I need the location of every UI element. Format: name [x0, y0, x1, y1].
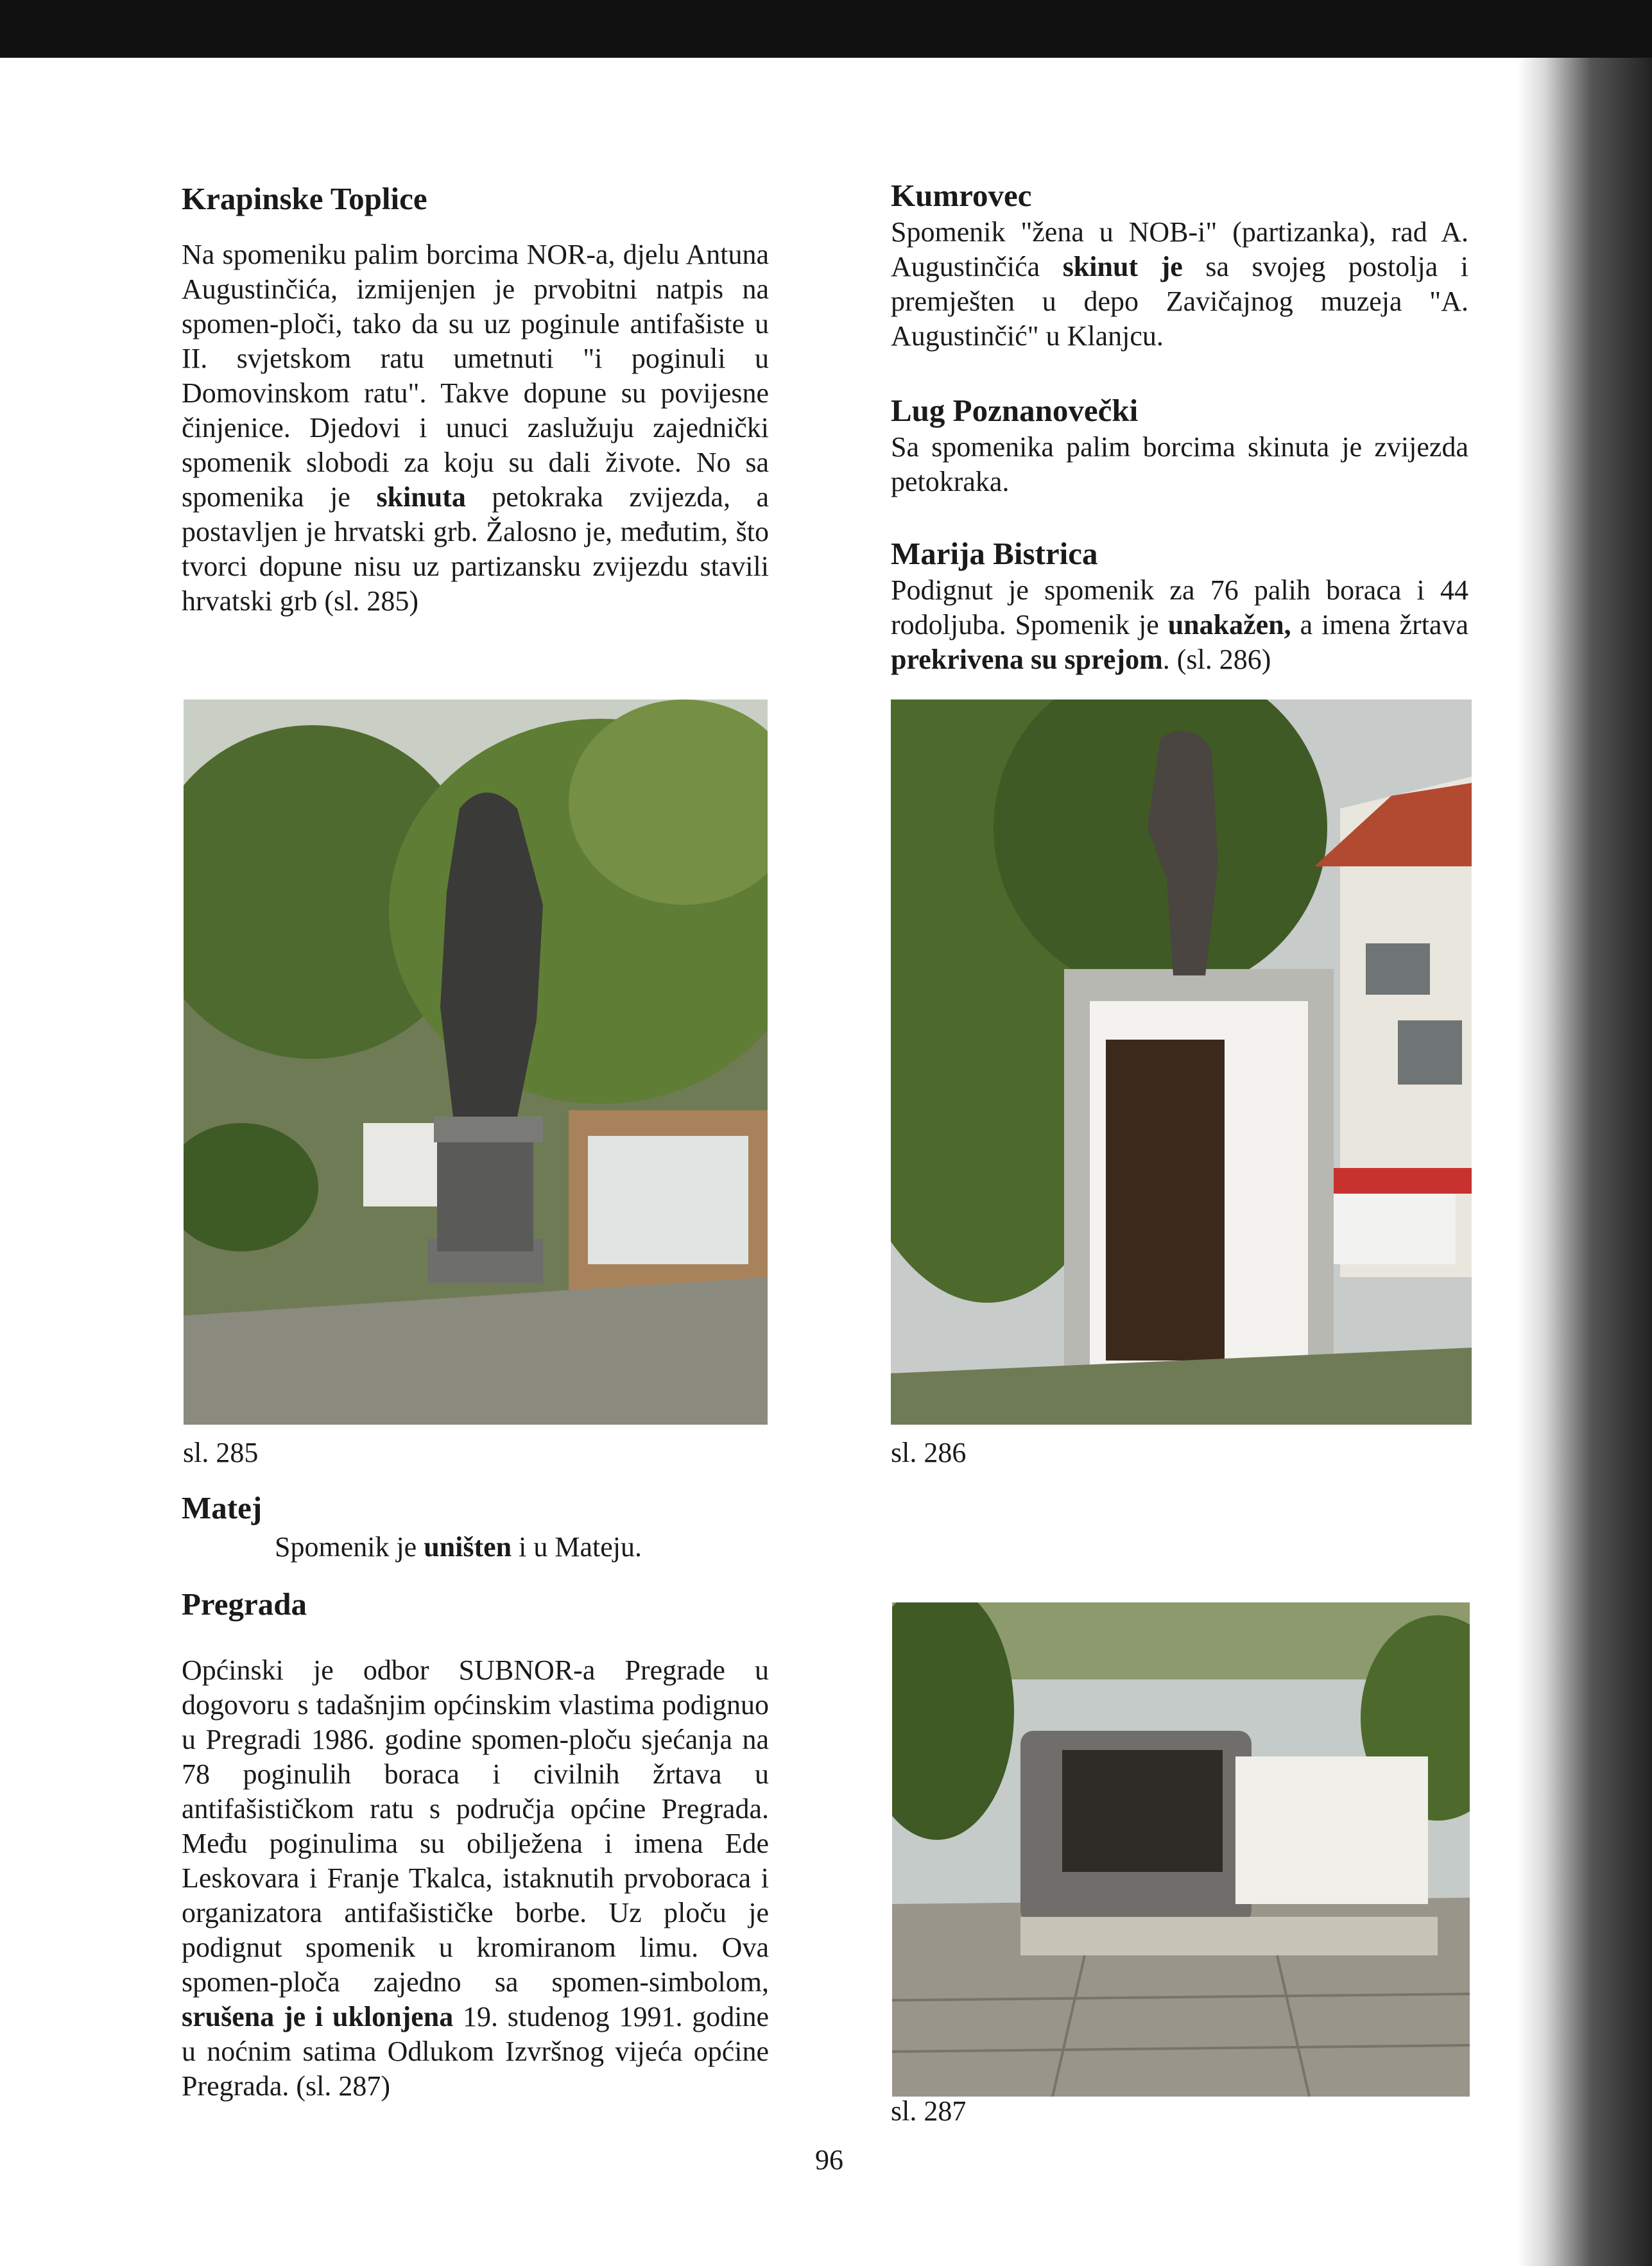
section-body: Podignut je spomenik za 76 palih boraca i 44 rodoljuba. Spomenik je unakažen, a imena žrtava prekrivena su sprejom. (sl. 286): [891, 574, 1468, 675]
section-title: Krapinske Toplice: [182, 181, 427, 216]
section-body: Spomenik "žena u NOB-i" (partizanka), rad A. Augustinčića skinut je sa svojeg postolja i premješten u depo Zavičajnog muzeja "A. Augustinčić" u Klanjcu.: [891, 216, 1468, 352]
section-title: Lug Poznanovečki: [891, 393, 1139, 428]
section-krapinske-toplice: [182, 180, 769, 619]
photo-285-monument: [184, 700, 768, 1425]
section-marija-bistrica: [891, 535, 1468, 677]
section-pregrada: [182, 1585, 769, 2104]
book-spine-shadow: [1517, 58, 1652, 2266]
page-number: 96: [815, 2144, 843, 2176]
section-matej: [182, 1489, 769, 1565]
photo-287-memorial: [892, 1602, 1470, 2097]
caption-285: sl. 285: [183, 1437, 259, 1468]
caption-287: sl. 287: [891, 2095, 967, 2127]
section-body: Na spomeniku palim borcima NOR-a, djelu Antuna Augustinčića, izmijenjen je prvobitni natpis na spomen-ploči, tako da su uz poginule antifašiste u II. svjetskom ratu umetnuti "i poginuli u Domovinskom ratu". Takve dopune su povijesne činjenice. Djedovi i unuci zaslužuju zajednički spomenik slobodi za koju su dali živote. No sa spomenika je skinuta petokraka zvijezda, a postavljen je hrvatski grb. Žalosno je, međutim, što tvorci dopune nisu uz partizansku zvijezdu stavili hrvatski grb (sl. 285): [182, 239, 769, 617]
section-title: Matej: [182, 1490, 262, 1525]
section-title: Marija Bistrica: [891, 536, 1098, 571]
section-body: Općinski je odbor SUBNOR-a Pregrade u dogovoru s tadašnjim općinskim vlastima podignuo u Pregradi 1986. godine spomen-ploču sjećanja na 78 poginulih boraca i civilnih žrtava u antifašističkom ratu s područja općine Pregrada. Među poginulima su obilježena i imena Ede Leskovara i Franje Tkalca, istaknutih prvoboraca i organizatora antifašističke borbe. Uz ploču je podignut spomenik u kromiranom limu. Ova spomen-ploča zajedno sa spomen-simbolom, srušena je i uklonjena 19. studenog 1991. godine u noćnim satima Odlukom Izvršnog vijeća općine Pregrada. (sl. 287): [182, 1654, 769, 2102]
section-title: Pregrada: [182, 1586, 307, 1622]
section-body: Spomenik je uništen i u Mateju.: [275, 1531, 642, 1563]
scan-top-band: [0, 0, 1652, 58]
section-body: Sa spomenika palim borcima skinuta je zvijezda petokraka.: [891, 431, 1468, 497]
section-lug-poznanovecki: [891, 391, 1468, 499]
photo-286-monument: [891, 700, 1472, 1425]
section-kumrovec: [891, 176, 1468, 354]
caption-286: sl. 286: [891, 1437, 967, 1468]
section-title: Kumrovec: [891, 178, 1032, 213]
